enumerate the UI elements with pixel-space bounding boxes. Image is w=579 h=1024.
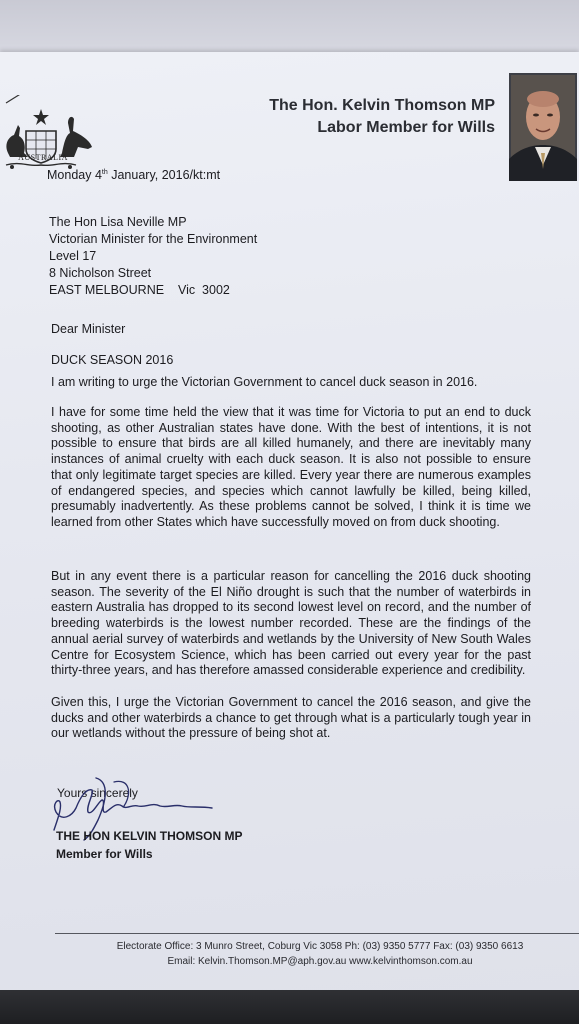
footer-divider [55,933,579,934]
body-paragraph: I have for some time held the view that it was time for Victoria to put an end to duck shooting, as other Australian states have done. With the best of intentions, it is not possible to ensure that birds are all killed humanely, and there are inevitably many instances of animal cruelty with each duck season. It is also not possible to ensure that only legitimate target species are killed. Every year there are numerous examples of endangered species, and species which cannot lawfully be killed, being killed, presumably inadvertently. As these problems cannot be solved, I think it is time we learned from other States which have successfully moved on from duck shooting. [51,405,531,529]
address-line: EAST MELBOURNE Vic 3002 [49,283,230,297]
letter-date [47,168,220,182]
signatory-role: Member for Wills [56,847,153,861]
address-line: Victorian Minister for the Environment [49,232,258,246]
date-ordinal: th [101,168,108,176]
address-line: Level 17 [49,249,97,263]
footer-contact: Email: Kelvin.Thomson.MP@aph.gov.au www.kelvinthomson.com.au [167,956,473,967]
letterhead-title [269,95,495,139]
footer [90,939,550,969]
desk-surface [0,990,579,1024]
signatory-block [56,827,242,863]
body-paragraph: Given this, I urge the Victorian Government to cancel the 2016 season, and give the ducks and other waterbirds a chance to get through what is a particularly tough year in our wetlands without the pressure of being shot at. [51,695,531,741]
recipient-address [49,214,257,299]
letter-subject: DUCK SEASON 2016 [51,353,174,367]
date-day: Monday 4 [47,168,102,182]
coat-of-arms-icon [0,95,100,175]
body-paragraph: But in any event there is a particular reason for cancelling the 2016 duck shooting season. The severity of the El Niño drought is such that the number of waterbirds in eastern Australia has dropped to its second lowest level on record, and the number of breeding waterbirds is the lowest number recorded. These are the findings of the annual aerial survey of waterbirds and wetlands by the University of New South Wales Centre for Ecosystem Science, which has been carried out every year for the past thirty-three years, and has therefore amassed considerable experience and credibility. [51,569,531,678]
crest-label: AUSTRALIA [18,153,68,162]
closing: Yours sincerely [57,786,138,800]
mp-portrait-photo [509,73,577,181]
mp-role: Labor Member for Wills [317,119,495,136]
address-line: The Hon Lisa Neville MP [49,215,187,229]
date-rest: January, 2016/kt:mt [107,168,221,182]
address-line: 8 Nicholson Street [49,266,152,280]
body-paragraph: I am writing to urge the Victorian Government to cancel duck season in 2016. [51,375,478,389]
signatory-name: THE HON KELVIN THOMSON MP [56,829,243,843]
background-surface [0,0,579,58]
footer-office: Electorate Office: 3 Munro Street, Coburg Vic 3058 Ph: (03) 9350 5777 Fax: (03) 9350 6613 [116,941,524,952]
mp-title: The Hon. Kelvin Thomson MP [269,97,495,114]
salutation: Dear Minister [51,322,126,336]
